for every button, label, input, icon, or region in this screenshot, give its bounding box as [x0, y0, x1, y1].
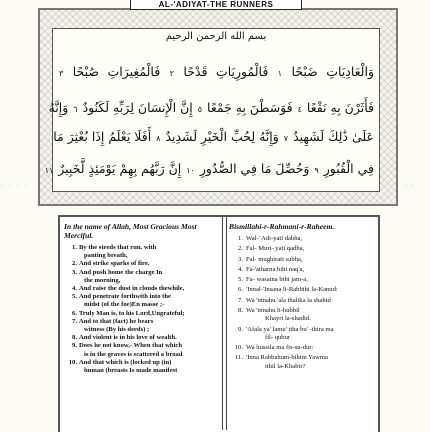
arabic-phrase: وَحُصِّلَ مَا فِي الصُّدُورِ [199, 161, 310, 176]
arabic-phrase: وَالْعَادِيَاتِ ضَبْحًا [291, 64, 374, 79]
transliteration-verse [229, 307, 372, 315]
english-verse [64, 285, 218, 293]
verse-text: And strike sparks of fire, [79, 260, 150, 268]
verse-number: 6. [238, 286, 243, 294]
verse-text-continued: fil- qubur [265, 333, 291, 341]
verse-marker: ١١ [44, 166, 54, 175]
verse-marker: ١ [277, 69, 283, 78]
english-verse-list [64, 244, 218, 375]
transliteration-verse [229, 276, 372, 284]
transliteration-verse [229, 286, 372, 294]
verse-text: Fal- Muri- yati qadha, [246, 245, 305, 253]
arabic-phrase: أَفَلَا يَعْلَمُ إِذَا بُعْثِرَ مَا [53, 129, 152, 144]
arabic-phrase: إِنَّ رَبَّهُم بِهِمْ يَوْمَئِذٍ لَّخَبِيرٌ [58, 161, 182, 176]
verse-text: By the steeds that run, with [79, 244, 157, 251]
verse-text-continued: witness (By his deeds) ; [84, 326, 150, 334]
arabic-phrase: فِي الْقُبُورِ [323, 161, 374, 176]
arabic-line [48, 98, 374, 118]
verse-number: 11. [235, 354, 243, 362]
arabic-phrase: فَأَثَرْنَ بِهِ نَقْعًا [306, 100, 374, 115]
transliteration-verse-list [229, 235, 372, 373]
verse-number: 1. [72, 244, 77, 251]
verse-number: 8. [238, 307, 243, 315]
english-verse [64, 269, 218, 277]
transliteration-column [229, 222, 372, 373]
arabic-phrase: إِنَّ الْإِنسَانَ لِرَبِّهِ لَكَنُودٌ [82, 100, 193, 115]
verse-number: 2. [238, 245, 243, 253]
english-verse [64, 260, 218, 268]
verse-text-continued: panting breath, [84, 252, 128, 260]
arabic-phrase: عَلَىٰ ذَٰلِكَ لَشَهِيدٌ [293, 129, 374, 144]
surah-title: AL-'ADIYAT-THE RUNNERS [130, 0, 302, 10]
verse-number: 5. [72, 293, 77, 301]
transliteration-verse [229, 245, 372, 253]
english-verse [64, 244, 218, 252]
verse-text: Does he not know,- When that which [79, 342, 183, 350]
verse-text-continued: Khayri la-shadid. [265, 315, 311, 323]
english-verse [64, 310, 218, 318]
verse-text-continued: ithil la-Khabir? [265, 362, 306, 370]
verse-number: 9. [238, 325, 243, 333]
transliteration-verse [229, 344, 372, 352]
verse-text: And penetrate forthwith into the [79, 293, 171, 301]
verse-text: 'Inna Rabbahum-bihim Yawma [246, 354, 328, 362]
english-verse [64, 318, 218, 326]
arabic-phrase: فَالْمُورِيَاتِ قَدْحًا [183, 64, 269, 79]
verse-text: And to that (fact) he bears [79, 317, 154, 325]
verse-text: And push home the charge In [79, 268, 163, 276]
english-verse [64, 334, 218, 342]
arabic-line [58, 62, 374, 82]
verse-marker: ١٠ [186, 166, 195, 175]
verse-text: And violent is in his love of wealth. [79, 334, 177, 342]
verse-text: Wa 'innahu 'ala thalika la shahid [246, 296, 331, 304]
verse-text: And that which is (locked up (in) [79, 358, 172, 366]
transliteration-verse [229, 266, 372, 274]
verse-text-continued: midst (of the foe)En masse ;- [84, 301, 165, 309]
verse-text: Fa- wasatna bihi jam-a, [246, 276, 308, 284]
verse-text: And raise the dust in clouds thewhile, [79, 285, 185, 293]
verse-number: 8. [72, 334, 77, 342]
verse-marker: ٣ [59, 69, 64, 78]
verse-number: 4. [238, 265, 243, 273]
english-verse [64, 342, 218, 350]
verse-number: 7. [238, 296, 243, 304]
arabic-phrase: وَإِنَّهُ لِحُبِّ الْخَيْرِ لَشَدِيدٌ [165, 129, 279, 144]
verse-number: 7. [72, 317, 77, 325]
arabic-phrase: فَالْمُغِيرَاتِ صُبْحًا [72, 64, 161, 79]
transliteration-verse [229, 354, 372, 362]
watermark-right: · · [404, 180, 414, 191]
english-translation-column [64, 222, 218, 375]
verse-marker: ٥ [197, 105, 203, 114]
transliteration-verse [229, 256, 372, 264]
verse-number: 3. [238, 255, 243, 263]
verse-text-continued: human (breasts Is made manifest [84, 367, 178, 375]
english-verse [64, 359, 218, 367]
column-divider [222, 215, 227, 430]
verse-number: 10. [68, 358, 77, 366]
verse-number: 5. [238, 276, 243, 284]
verse-text: Truly Man is, to his Lord,Ungrateful; [79, 309, 185, 317]
english-verse [64, 293, 218, 301]
transliteration-verse [229, 297, 372, 305]
verse-text: Fal- mughirati subha, [246, 255, 303, 263]
verse-text-continued: the morning, [84, 276, 121, 284]
transliteration-header: Bismillahi-r-Rahmani-r-Raheem. [229, 222, 335, 231]
verse-text: Wa hussila ma fis-su-dur: [246, 344, 314, 352]
verse-number: 3. [72, 268, 77, 276]
verse-text: Wal-' Adi-yati dabha, [246, 235, 303, 242]
verse-number: 9. [72, 342, 77, 350]
verse-text: Wa 'innahu li-hubbil [246, 307, 300, 315]
arabic-line [53, 127, 374, 147]
verse-text: Fa-'atharna bihi naq'a, [246, 265, 305, 273]
transliteration-verse [229, 326, 372, 334]
arabic-basmala: بسم الله الرحمن الرحيم [165, 31, 267, 42]
english-header: In the name of Allah, Most Gracious Most Merciful. [64, 222, 197, 240]
verse-marker: ٧ [283, 134, 289, 143]
verse-marker: ٨ [156, 134, 161, 143]
arabic-phrase: فَوَسَطْنَ بِهِ جَمْعًا [207, 100, 293, 115]
watermark-left: · · · · [0, 180, 29, 191]
verse-marker: ٩ [314, 166, 319, 175]
verse-text: 'Innal-'Insana li-Rabbihi la-Kanud: [246, 286, 338, 294]
verse-number: 6. [72, 309, 77, 317]
verse-number: 2. [72, 260, 77, 268]
verse-text: 'Afala ya' lamu' itha bu' -thira ma [246, 325, 334, 333]
verse-marker: ٢ [169, 69, 174, 78]
arabic-line [44, 159, 374, 179]
transliteration-verse [229, 235, 372, 243]
verse-marker: ٤ [297, 105, 302, 114]
verse-number: 4. [72, 285, 77, 293]
verse-number: 10. [234, 344, 243, 352]
verse-text-continued: is in the graves is scattered a broad [84, 350, 183, 358]
verse-number: 1. [238, 235, 243, 242]
verse-marker: ٦ [73, 105, 78, 114]
arabic-phrase: وَإِنَّهُ [48, 100, 69, 115]
